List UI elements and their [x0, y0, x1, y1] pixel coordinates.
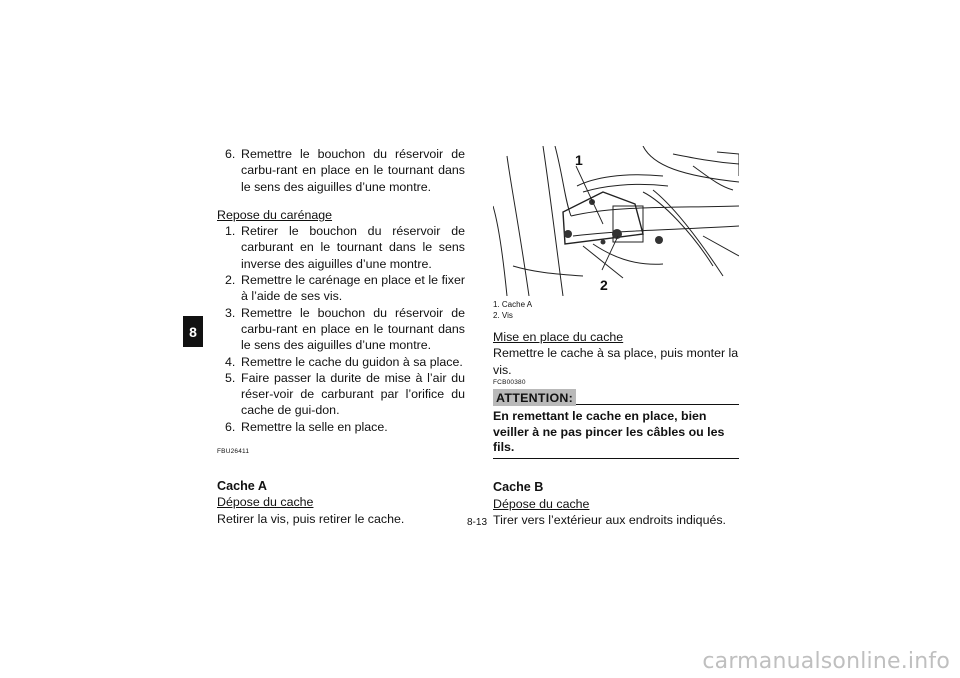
left-column	[217, 146, 465, 527]
steps-list-a	[217, 146, 465, 195]
body-text-b: Tirer vers l’extérieur aux endroits indiqués.	[493, 512, 726, 527]
right-column	[493, 146, 739, 528]
subheading-depose: Dépose du cache	[217, 495, 314, 510]
figure-captions	[493, 299, 739, 321]
caption-1: 1. Cache A	[493, 300, 533, 309]
list-item: 3. Remettre le bouchon du réservoir de carbu-rant en place en le tournant dans le sens des aiguilles d’une montre.	[225, 305, 465, 353]
body-text: Retirer la vis, puis retirer le cache.	[217, 511, 405, 526]
figure-photo	[493, 146, 739, 296]
page-number: 8-13	[467, 517, 488, 528]
body-text: Remettre le cache à sa place, puis monter la vis.	[493, 346, 739, 377]
cover-illustration	[493, 146, 739, 296]
list-item: 1. Retirer le bouchon du réservoir de carburant en le tournant dans le sens inverse des aiguilles d’une montre.	[225, 224, 465, 271]
attention-text: En remettant le cache en place, bien veiller à ne pas pincer les câbles ou les fils.	[493, 406, 739, 459]
watermark: carmanualsonline.info	[702, 649, 950, 674]
list-item: 2. Remettre le carénage en place et le fixer à l’aide de ses vis.	[225, 273, 465, 304]
reference-code: FBU26411	[217, 448, 250, 456]
list-item: 4. Remettre le cache du guidon à sa place.	[225, 354, 463, 369]
chapter-tab: 8	[183, 316, 203, 347]
subheading-mise-en-place: Mise en place du cache	[493, 330, 624, 344]
attention-header	[493, 389, 739, 406]
heading-cache-b: Cache B	[493, 480, 544, 495]
figure-label-2: 2	[600, 277, 608, 293]
caption-2: 2. Vis	[493, 311, 513, 320]
figure-label-1: 1	[575, 152, 583, 168]
reference-code: FCB00380	[493, 378, 526, 386]
subheading-depose-b: Dépose du cache	[493, 496, 590, 511]
steps-list-b	[217, 223, 465, 435]
list-item: 6. Remettre la selle en place.	[225, 419, 388, 434]
list-item: 5. Faire passer la durite de mise à l’air du réser-voir de carburant par l’orifice du cache de gui-don.	[225, 370, 465, 418]
section-title: Repose du carénage	[217, 207, 333, 222]
list-item: 6. Remettre le bouchon du réservoir de carbu-rant en place en le tournant dans le sens des aiguilles d’une montre.	[225, 147, 465, 194]
heading-cache-a: Cache A	[217, 479, 267, 494]
attention-label: ATTENTION:	[493, 389, 576, 406]
attention-rule	[576, 404, 739, 405]
